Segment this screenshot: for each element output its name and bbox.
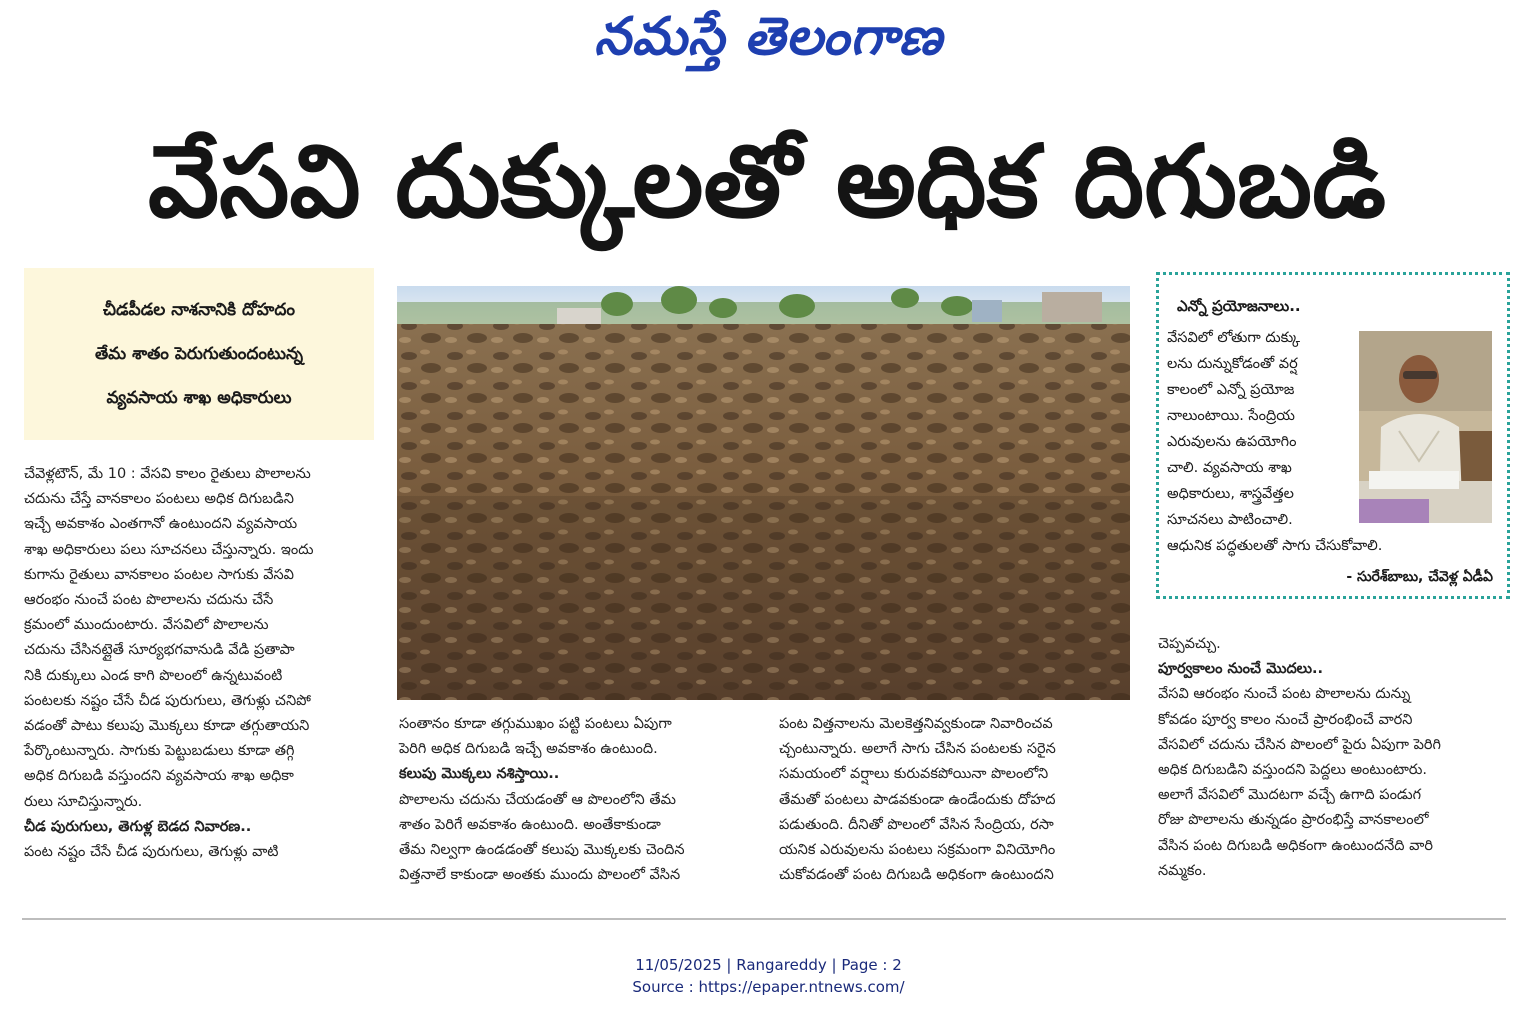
quote-box-title: ఎన్నో ప్రయోజనాలు.. [1177, 297, 1301, 315]
text-line: పొలాలను చదును చేయడంతో ఆ పొలంలోని తేమ [399, 791, 676, 808]
text-line: సూచనలు పాటించాలి. [1167, 512, 1293, 528]
section-subhead: చీడ పురుగులు, తెగుళ్ల బెడద నివారణ.. [24, 818, 252, 835]
text-line: కుగాను రైతులు వానకాలం పంటల సాగుకు వేసవి [24, 566, 294, 583]
text-line: ఎరువులను ఉపయోగిం [1167, 434, 1297, 450]
text-line: చాలి. వ్యవసాయ శాఖ [1167, 460, 1292, 476]
text-line: శాతం పెరిగే అవకాశం ఉంటుంది. అంతేకాకుండా [399, 816, 661, 833]
quote-box [1156, 272, 1510, 599]
text-line: అధికారులు, శాస్త్రవేత్తల [1167, 486, 1294, 502]
text-line: పంట నష్టం చేసే చీడ పురుగులు, తెగుళ్లు వాటి [24, 844, 279, 861]
ploughed-field-image [397, 286, 1130, 700]
subheadline-line: చీడపీడల నాశనానికి దోహదం [103, 300, 295, 320]
text-line: రులు సూచిస్తున్నారు. [24, 793, 143, 810]
headline: వేసవి దుక్కులతో అధిక దిగుబడి [148, 123, 1386, 240]
text-line: ఇచ్చే అవకాశం ఎంతగానో ఉంటుందని వ్యవసాయ [24, 516, 298, 533]
footer-date-edition: 11/05/2025 | Rangareddy | Page : 2 [635, 956, 902, 974]
text-line: శాఖ అధికారులు పలు సూచనలు చేస్తున్నారు. ఇందు [24, 541, 314, 558]
text-line: పెరిగి అధిక దిగుబడి ఇచ్చే అవకాశం ఉంటుంది. [399, 741, 658, 758]
field-photo [397, 286, 1130, 700]
subheadline-box [24, 268, 374, 440]
text-line: వేసవి ఆరంభం నుంచే పంట పొలాలను దున్ను [1158, 686, 1411, 703]
quote-signature: - సురేశ్‌బాబు, చేవెళ్ల ఏడీఏ [1346, 569, 1493, 585]
text-line: వేసవిలో లోతుగా దుక్కు [1167, 330, 1301, 346]
text-line: నమ్మకం. [1158, 862, 1207, 879]
text-line: పడుతుంది. దీనితో పొలంలో వేసిన సేంద్రియ, రసా [779, 816, 1054, 833]
text-line: అధిక దిగుబడిని వస్తుందని పెద్దలు అంటుంటారు. [1158, 762, 1428, 779]
text-line: చెప్పవచ్చు. [1158, 636, 1221, 652]
quote-box-body [1167, 325, 1497, 559]
article-column-2 [399, 712, 752, 888]
footer-source-link[interactable]: Source : https://epaper.ntnews.com/ [632, 978, 905, 996]
subheadline-line: తేమ శాతం పెరుగుతుందంటున్న [94, 344, 304, 364]
text-line: నాలుంటాయి. సేంద్రియ [1167, 408, 1295, 424]
text-line: క్రమంలో ముందుంటారు. వేసవిలో పొలాలను [24, 617, 269, 634]
subheadline-line: వ్యవసాయ శాఖ అధికారులు [106, 388, 292, 408]
text-line: నికి దుక్కులు ఎండ కాగి పొలంలో ఉన్నటువంటి [24, 667, 283, 684]
text-line: తేమతో పంటలు పాడవకుండా ఉండేందుకు దోహద [779, 791, 1056, 808]
text-line: ఆరంభం నుంచే పంట పొలాలను చదును చేసే [24, 592, 274, 609]
bottom-divider [22, 918, 1506, 920]
masthead-logo: నమస్తే తెలంగాణ [594, 6, 943, 67]
text-line: చుకోవడంతో పంట దిగుబడి అధికంగా ఉంటుందని [779, 867, 1054, 884]
text-line: పంట విత్తనాలను మెలకెత్తనివ్వకుండా నివారించవ [779, 716, 1053, 732]
text-line: పేర్కొంటున్నారు. సాగుకు పెట్టుబడులు కూడా తగ్గి [24, 743, 295, 760]
text-line: చేవెళ్లటౌన్, మే 10 : వేసవి కాలం రైతులు పొలాలను [24, 466, 311, 482]
text-line: యనిక ఎరువులను పంటలు సక్రమంగా వినియోగిం [779, 842, 1056, 859]
text-line: కోవడం పూర్వ కాలం నుంచే ప్రారంభించే వారని [1158, 711, 1413, 728]
text-line: లను దున్నుకోడంతో వర్ష [1167, 356, 1298, 372]
article-column-4 [1158, 632, 1508, 884]
text-line: రోజు పొలాలను తున్నడం ప్రారంభిస్తే వానకాలంలో [1158, 812, 1429, 829]
text-line: విత్తనాలే కాకుండా అంతకు ముందు పొలంలో వేసిన [399, 867, 681, 884]
text-line: చదును చేస్తే వానకాలం పంటలు అధిక దిగుబడిని [24, 491, 294, 508]
text-line: పంటలకు నష్టం చేసే చీడ పురుగులు, తెగుళ్లు చనిపో [24, 692, 311, 709]
text-line: వడంతో పాటు కలుపు మొక్కలు కూడా తగ్గుతాయని [24, 718, 310, 735]
article-column-3 [779, 712, 1132, 888]
text-line: సంతానం కూడా తగ్గుముఖం పట్టి పంటలు ఏపుగా [399, 716, 672, 732]
text-line: వేసవిలో చదును చేసిన పొలంలో పైరు ఏపుగా పెరిగి [1158, 736, 1441, 753]
text-line: చదును చేసినట్లైతే సూర్యభగవానుడి వేడి ప్రతాపా [24, 642, 295, 659]
text-line: అలాగే వేసవిలో మొదటగా వచ్చే ఉగాది పండుగ [1158, 787, 1422, 804]
article-column-1 [24, 462, 374, 865]
text-line: సమయంలో వర్షాలు కురువకపోయినా పొలంలోని [779, 766, 1049, 783]
section-subhead: కలుపు మొక్కలు నశిస్తాయి.. [399, 766, 560, 783]
section-subhead: పూర్వకాలం నుంచే మొదలు.. [1158, 661, 1323, 678]
text-line: తేమ నిల్వగా ఉండడంతో కలుపు మొక్కలకు చెందిన [399, 842, 685, 859]
text-line: కాలంలో ఎన్నో ప్రయోజ [1167, 382, 1295, 398]
text-line: ఆధునిక పద్ధతులతో సాగు చేసుకోవాలి. [1167, 538, 1383, 554]
text-line: చ్చంటున్నారు. అలాగే సాగు చేసిన పంటలకు సరైన [779, 741, 1056, 758]
text-line: అధిక దిగుబడి వస్తుందని వ్యవసాయ శాఖ అధికా [24, 768, 294, 785]
text-line: వేసిన పంట దిగుబడి అధికంగా ఉంటుందనేది వారి [1158, 837, 1433, 854]
